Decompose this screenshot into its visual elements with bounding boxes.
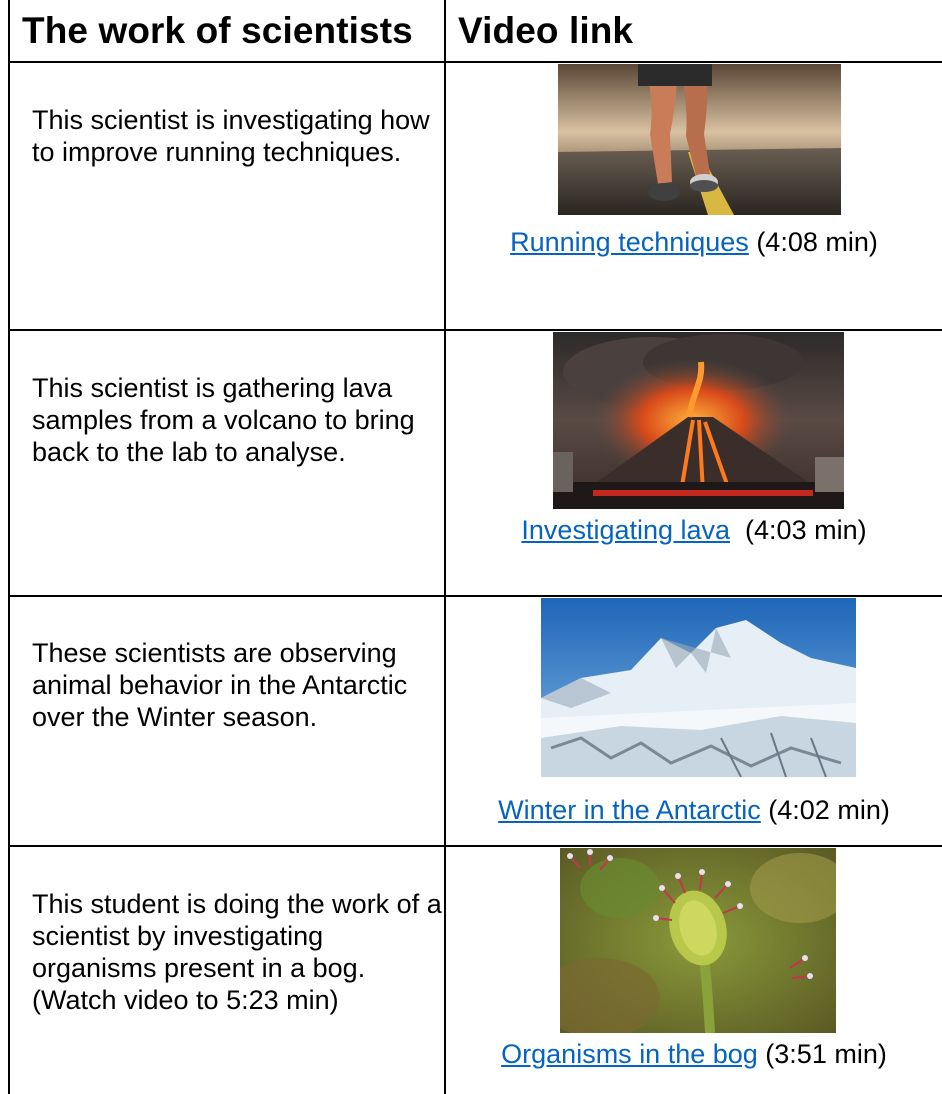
row-description: This scientist is gathering lava samples from a volcano to bring back to the lab to analyse. (32, 373, 415, 467)
video-cell (446, 598, 942, 845)
video-link-bog[interactable]: Organisms in the bog (501, 1039, 758, 1069)
row-description: These scientists are observing animal behavior in the Antarctic over the Winter season. (32, 638, 408, 732)
column-header-video: Video link (458, 10, 634, 51)
scientists-table (8, 0, 942, 1094)
video-link-caption (446, 226, 942, 258)
video-link-running[interactable]: Running techniques (510, 227, 749, 257)
row-divider (8, 845, 942, 847)
running-thumbnail (558, 64, 841, 215)
row-description: This student is doing the work of a scientist by investigating organisms present in a bog. (Watch video to 5:23 min) (32, 889, 442, 1015)
running-on-road-photo (558, 64, 841, 215)
row-divider (8, 595, 942, 597)
antarctic-mountains-photo (541, 598, 856, 777)
video-link-caption (446, 1038, 942, 1070)
video-link-antarctic[interactable]: Winter in the Antarctic (498, 795, 761, 825)
table-left-border (8, 0, 10, 1094)
video-link-lava[interactable]: Investigating lava (521, 515, 731, 545)
row-description: This scientist is investigating how to improve running techniques. (32, 105, 430, 167)
video-cell (446, 848, 942, 1094)
video-cell (446, 332, 942, 595)
video-duration: (4:03 min) (730, 515, 867, 545)
row-divider (8, 329, 942, 331)
erupting-volcano-photo (553, 332, 844, 509)
video-duration: (4:02 min) (760, 795, 890, 825)
lava-thumbnail (553, 332, 844, 509)
antarctic-thumbnail (541, 598, 856, 777)
video-duration: (3:51 min) (757, 1039, 887, 1069)
video-link-caption (446, 514, 942, 546)
sundew-plant-photo (560, 848, 836, 1033)
column-header-work: The work of scientists (22, 10, 413, 51)
video-cell (446, 64, 942, 329)
bog-thumbnail (560, 848, 836, 1033)
video-link-caption (446, 794, 942, 826)
video-duration: (4:08 min) (748, 227, 878, 257)
